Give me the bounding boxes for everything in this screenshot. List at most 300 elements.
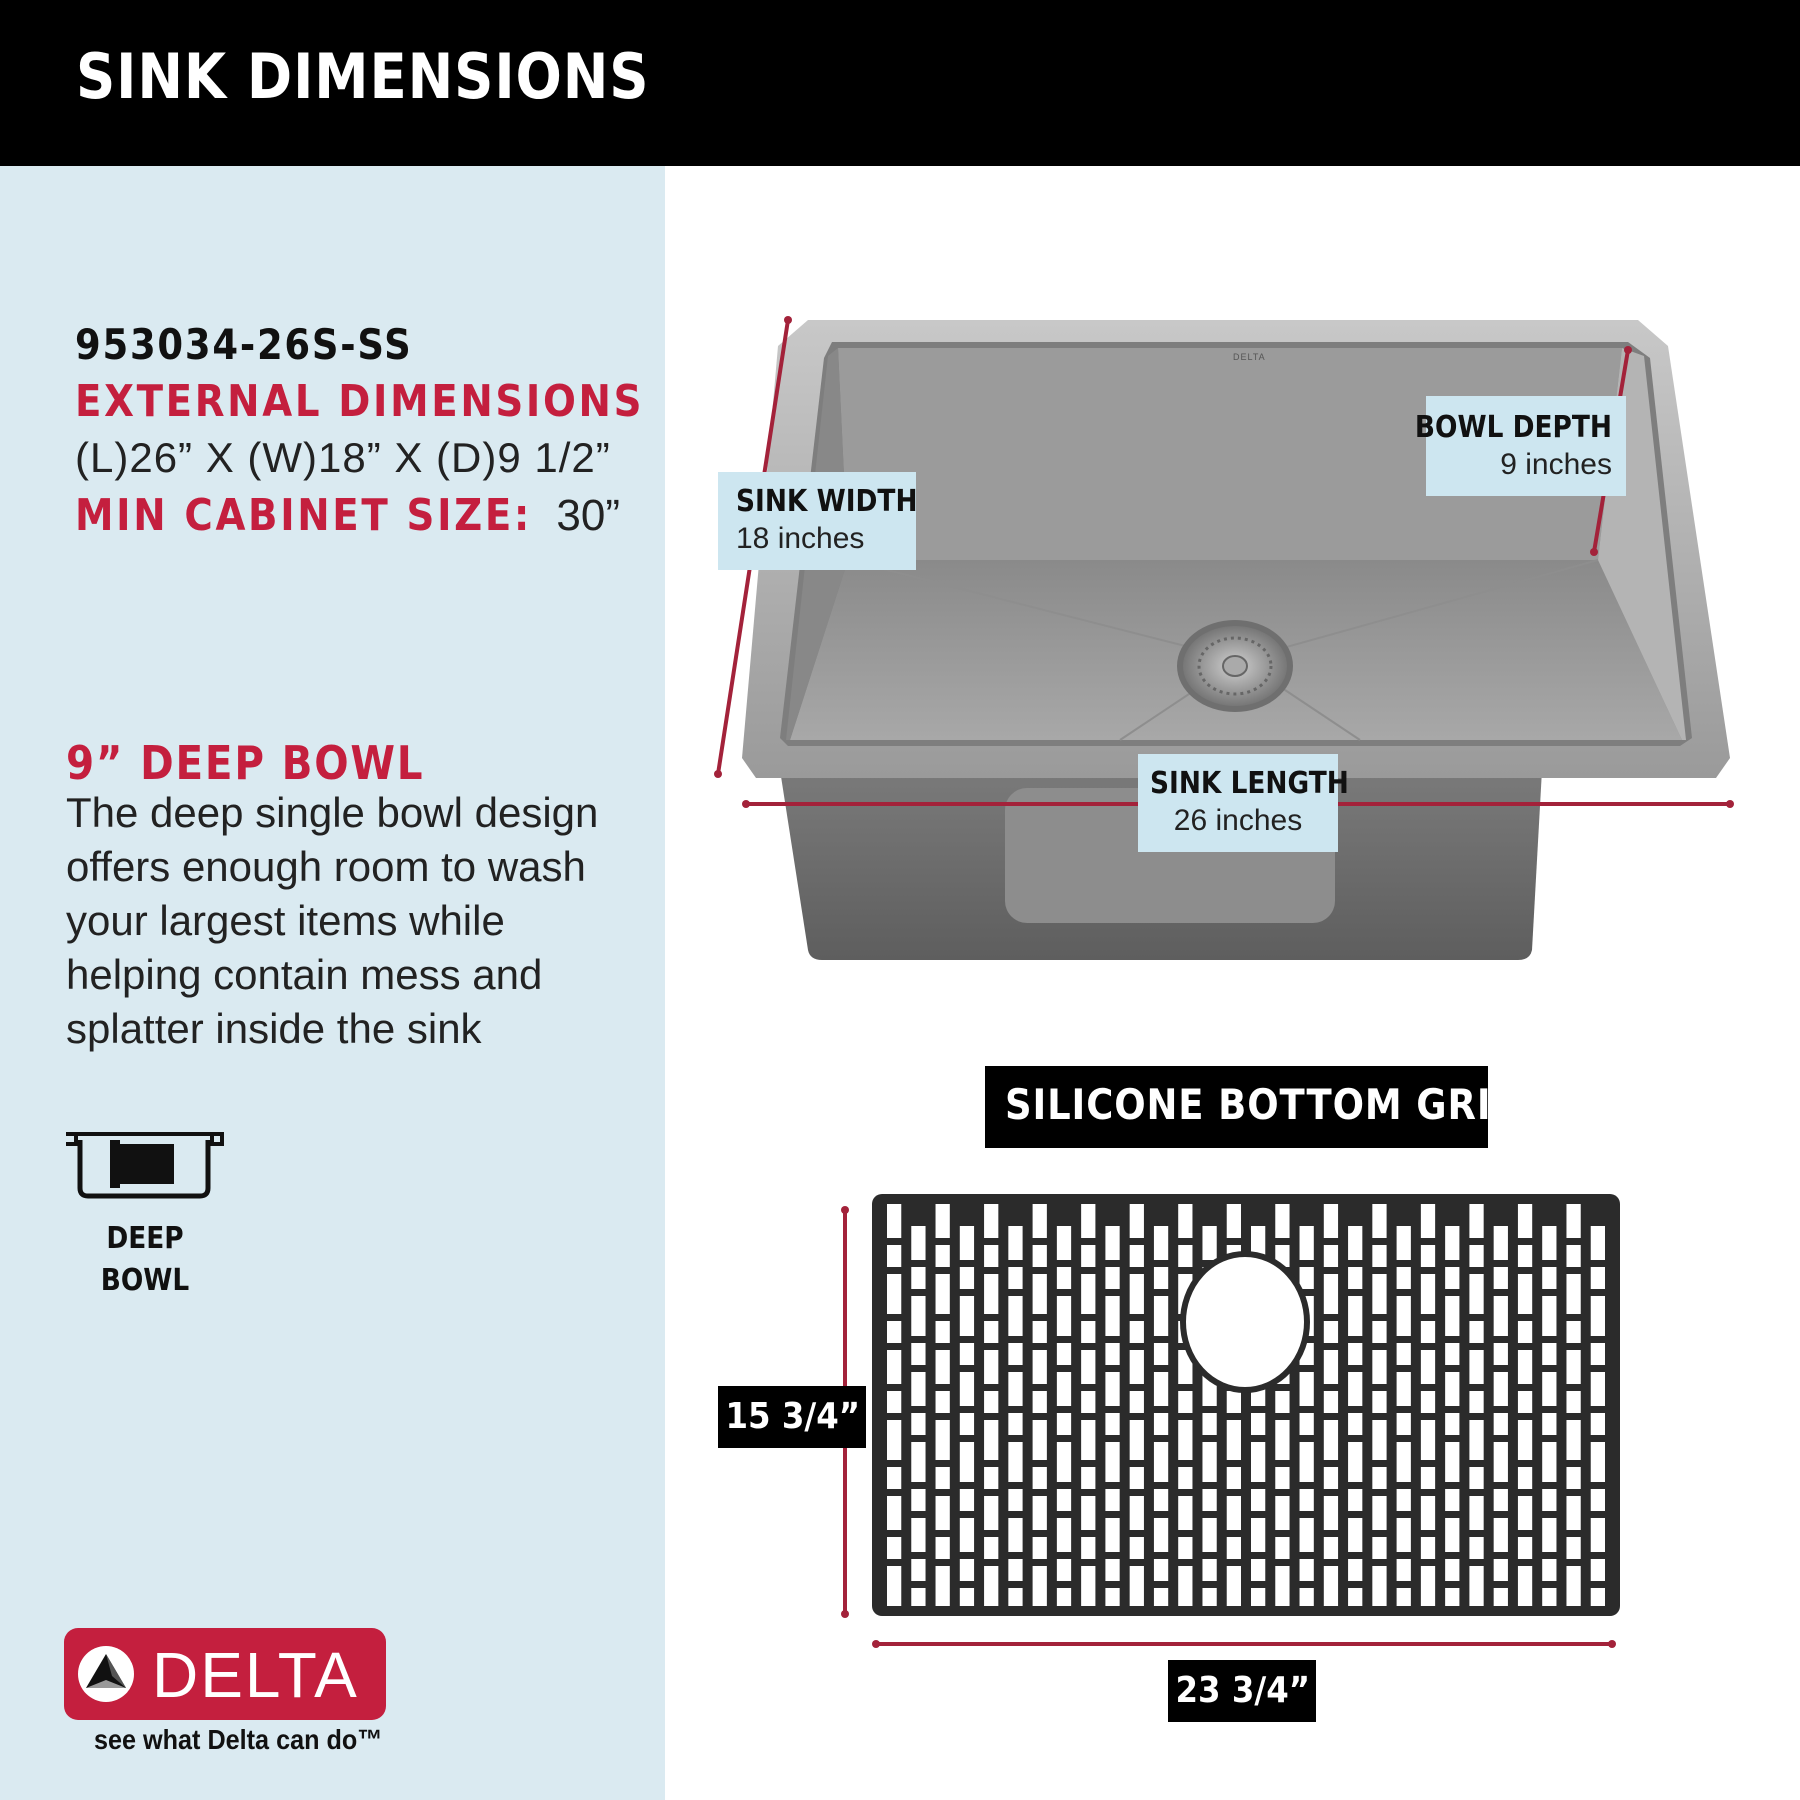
grid-slot — [1227, 1420, 1241, 1460]
grid-slot — [1057, 1226, 1071, 1260]
grid-slot — [1324, 1467, 1338, 1489]
grid-slot — [1033, 1350, 1047, 1384]
grid-slot — [1251, 1442, 1265, 1482]
grid-slot — [1275, 1537, 1289, 1559]
grid-slot — [1348, 1413, 1362, 1435]
grid-slot — [1397, 1226, 1411, 1260]
grid-slot — [1202, 1518, 1216, 1552]
grid-slot — [1421, 1391, 1435, 1413]
grid-slot — [1445, 1442, 1459, 1482]
grid-slot — [1275, 1467, 1289, 1489]
grid-slot — [1542, 1413, 1556, 1435]
grid-slot — [960, 1226, 974, 1260]
grid-slot — [911, 1442, 925, 1482]
grid-slot — [1421, 1420, 1435, 1460]
grid-slot — [1372, 1204, 1386, 1238]
grid-slot — [1518, 1496, 1532, 1530]
grid-slot — [1251, 1489, 1265, 1511]
dimension-endpoint — [1624, 346, 1632, 354]
dimension-endpoint — [742, 800, 750, 808]
grid-slot — [1130, 1274, 1144, 1314]
grid-slot — [1008, 1442, 1022, 1482]
grid-slot — [1397, 1372, 1411, 1406]
grid-slot — [1566, 1274, 1580, 1314]
grid-slot — [1372, 1537, 1386, 1559]
grid-slot — [1105, 1296, 1119, 1336]
grid-slot — [1081, 1321, 1095, 1343]
grid-slot — [1591, 1518, 1605, 1552]
grid-slot — [1469, 1274, 1483, 1314]
grid-slot — [1057, 1442, 1071, 1482]
dimension-endpoint — [714, 770, 722, 778]
grid-slot — [1130, 1204, 1144, 1238]
grid-slot — [1202, 1559, 1216, 1581]
grid-slot — [1081, 1350, 1095, 1384]
grid-slot — [1105, 1372, 1119, 1406]
grid-slot — [1178, 1204, 1192, 1238]
grid-slot — [1275, 1391, 1289, 1413]
grid-slot — [1566, 1350, 1580, 1384]
delta-wordmark: DELTA — [152, 1639, 359, 1711]
grid-slot — [1324, 1245, 1338, 1267]
grid-height-label-box — [718, 1386, 866, 1448]
grid-slot — [960, 1343, 974, 1365]
grid-slot — [1105, 1588, 1119, 1606]
grid-slot — [936, 1496, 950, 1530]
grid-slot — [1033, 1321, 1047, 1343]
grid-slot — [1081, 1420, 1095, 1460]
grid-slot — [1300, 1413, 1314, 1435]
grid-slot — [960, 1413, 974, 1435]
grid-slot — [1202, 1588, 1216, 1606]
grid-slot — [1324, 1566, 1338, 1606]
grid-slot — [1324, 1496, 1338, 1530]
grid-width-label: 23 3/4” — [1175, 1670, 1311, 1711]
grid-slot — [1494, 1296, 1508, 1336]
grid-slot — [1445, 1489, 1459, 1511]
grid-slot — [1566, 1204, 1580, 1238]
grid-slot — [1518, 1467, 1532, 1489]
grid-slot — [1081, 1566, 1095, 1606]
grid-slot — [1057, 1267, 1071, 1289]
grid-slot — [1421, 1204, 1435, 1238]
grid-slot — [1105, 1343, 1119, 1365]
grid-slot — [1348, 1226, 1362, 1260]
grid-slot — [1178, 1566, 1192, 1606]
grid-slot — [1033, 1467, 1047, 1489]
grid-slot — [911, 1226, 925, 1260]
grid-slot — [1445, 1518, 1459, 1552]
grid-slot — [1348, 1267, 1362, 1289]
grid-slot — [1421, 1350, 1435, 1384]
grid-slot — [1445, 1296, 1459, 1336]
grid-slot — [1397, 1588, 1411, 1606]
bowl-depth-label: BOWL DEPTH — [1414, 410, 1612, 445]
grid-slot — [1130, 1496, 1144, 1530]
grid-slot — [1494, 1442, 1508, 1482]
grid-slot — [1348, 1372, 1362, 1406]
grid-slot — [1130, 1566, 1144, 1606]
grid-slot — [1033, 1537, 1047, 1559]
grid-slot — [1105, 1226, 1119, 1260]
grid-slot — [1033, 1245, 1047, 1267]
grid-slot — [984, 1245, 998, 1267]
grid-slot — [1081, 1467, 1095, 1489]
grid-slot — [1348, 1518, 1362, 1552]
grid-slot — [1445, 1413, 1459, 1435]
grid-slot — [1008, 1588, 1022, 1606]
grid-slot — [1324, 1350, 1338, 1384]
brand-tagline: see what Delta can do™ — [94, 1724, 383, 1755]
grid-slot — [1542, 1489, 1556, 1511]
grid-slot — [1178, 1245, 1192, 1267]
grid-slot — [1008, 1343, 1022, 1365]
grid-slot — [1542, 1588, 1556, 1606]
grid-slot — [1591, 1442, 1605, 1482]
grid-slot — [1275, 1496, 1289, 1530]
grid-slot — [1542, 1226, 1556, 1260]
grid-slot — [1591, 1226, 1605, 1260]
grid-slot — [1566, 1420, 1580, 1460]
grid-slot — [1566, 1537, 1580, 1559]
grid-slot — [1033, 1274, 1047, 1314]
grid-slot — [1202, 1226, 1216, 1260]
grid-slot — [1081, 1537, 1095, 1559]
grid-slot — [887, 1467, 901, 1489]
grid-slot — [1542, 1267, 1556, 1289]
grid-slot — [1178, 1467, 1192, 1489]
grid-slot — [1591, 1267, 1605, 1289]
grid-slot — [1591, 1296, 1605, 1336]
grid-slot — [1324, 1274, 1338, 1314]
grid-slot — [1324, 1204, 1338, 1238]
grid-slot — [1033, 1391, 1047, 1413]
grid-slot — [1154, 1413, 1168, 1435]
grid-slot — [1372, 1391, 1386, 1413]
sink-length-callout — [1138, 754, 1349, 852]
grid-title: SILICONE BOTTOM GRID — [1005, 1080, 1524, 1129]
grid-slot — [1518, 1204, 1532, 1238]
grid-width-label-box — [1168, 1660, 1316, 1722]
grid-slot — [936, 1467, 950, 1489]
grid-slot — [1275, 1204, 1289, 1238]
grid-slot — [1372, 1566, 1386, 1606]
grid-slot — [887, 1566, 901, 1606]
deep-bowl-label — [88, 1218, 202, 1302]
grid-slot — [1445, 1559, 1459, 1581]
bowl-depth-value: 9 inches — [1500, 448, 1612, 481]
grid-slot — [936, 1350, 950, 1384]
grid-slot — [1494, 1559, 1508, 1581]
grid-slot — [1494, 1372, 1508, 1406]
grid-slot — [1008, 1413, 1022, 1435]
grid-slot — [1421, 1467, 1435, 1489]
grid-slot — [1469, 1350, 1483, 1384]
grid-slot — [1324, 1321, 1338, 1343]
grid-slot — [1154, 1372, 1168, 1406]
grid-slot — [1008, 1226, 1022, 1260]
grid-slot — [1008, 1267, 1022, 1289]
grid-slot — [1057, 1343, 1071, 1365]
grid-title-box — [985, 1066, 1524, 1148]
grid-slot — [1057, 1518, 1071, 1552]
grid-slot — [1130, 1537, 1144, 1559]
grid-slot — [960, 1442, 974, 1482]
grid-slot — [1372, 1245, 1386, 1267]
grid-slot — [1008, 1489, 1022, 1511]
deep-bowl-label-line1: DEEP — [106, 1221, 184, 1256]
grid-slot — [1566, 1245, 1580, 1267]
grid-slot — [1178, 1420, 1192, 1460]
grid-slot — [1566, 1321, 1580, 1343]
grid-slot — [1518, 1245, 1532, 1267]
grid-slot — [1372, 1420, 1386, 1460]
grid-slot — [1372, 1350, 1386, 1384]
grid-slot — [1033, 1420, 1047, 1460]
grid-slot — [984, 1321, 998, 1343]
grid-slot — [1494, 1267, 1508, 1289]
grid-slot — [1300, 1588, 1314, 1606]
grid-slot — [887, 1350, 901, 1384]
grid-slot — [1057, 1296, 1071, 1336]
grid-slot — [1469, 1566, 1483, 1606]
grid-slot — [1202, 1442, 1216, 1482]
grid-slot — [1445, 1372, 1459, 1406]
grid-slot — [911, 1413, 925, 1435]
sink-length-value: 26 inches — [1173, 804, 1303, 837]
grid-slot — [1372, 1496, 1386, 1530]
grid-slot — [1008, 1372, 1022, 1406]
bowl-depth-callout — [1414, 396, 1626, 496]
grid-slot — [1591, 1343, 1605, 1365]
grid-slot — [1421, 1496, 1435, 1530]
dimension-endpoint — [1608, 1640, 1616, 1648]
grid-slot — [1081, 1496, 1095, 1530]
grid-slot — [1518, 1321, 1532, 1343]
grid-slot — [1348, 1588, 1362, 1606]
grid-slot — [1251, 1588, 1265, 1606]
grid-slot — [1178, 1391, 1192, 1413]
sink-brand-stamp: DELTA — [1233, 352, 1266, 362]
grid-drain-hole — [1183, 1254, 1307, 1390]
grid-slot — [911, 1343, 925, 1365]
grid-slot — [1348, 1343, 1362, 1365]
grid-slot — [1469, 1420, 1483, 1460]
grid-slot — [911, 1559, 925, 1581]
grid-slot — [1566, 1467, 1580, 1489]
grid-slot — [1154, 1296, 1168, 1336]
grid-slot — [1494, 1588, 1508, 1606]
grid-slot — [1469, 1204, 1483, 1238]
grid-slot — [1469, 1496, 1483, 1530]
grid-slot — [911, 1518, 925, 1552]
dimension-endpoint — [841, 1610, 849, 1618]
grid-slot — [1397, 1559, 1411, 1581]
grid-slot — [1397, 1267, 1411, 1289]
grid-slot — [1057, 1372, 1071, 1406]
grid-slot — [1227, 1467, 1241, 1489]
grid-slot — [1469, 1391, 1483, 1413]
dimension-endpoint — [1590, 548, 1598, 556]
grid-slot — [1275, 1420, 1289, 1460]
grid-slot — [1469, 1537, 1483, 1559]
grid-slot — [1421, 1321, 1435, 1343]
grid-slot — [1542, 1442, 1556, 1482]
grid-slot — [936, 1245, 950, 1267]
grid-slot — [1130, 1391, 1144, 1413]
grid-slot — [1275, 1566, 1289, 1606]
dimension-endpoint — [1726, 800, 1734, 808]
grid-slot — [911, 1588, 925, 1606]
grid-slot — [1372, 1321, 1386, 1343]
grid-slot — [1494, 1413, 1508, 1435]
grid-slot — [1154, 1343, 1168, 1365]
dimension-endpoint — [784, 316, 792, 324]
grid-slot — [1081, 1274, 1095, 1314]
grid-slot — [1397, 1343, 1411, 1365]
grid-slot — [1081, 1204, 1095, 1238]
grid-slot — [887, 1245, 901, 1267]
grid-slot — [1154, 1489, 1168, 1511]
grid-slot — [1397, 1489, 1411, 1511]
grid-slot — [887, 1274, 901, 1314]
grid-slot — [984, 1566, 998, 1606]
grid-slot — [1227, 1391, 1241, 1413]
grid-slot — [1397, 1296, 1411, 1336]
delta-logo — [64, 1628, 386, 1720]
deep-bowl-label-line2: BOWL — [100, 1263, 190, 1298]
grid-slot — [1421, 1537, 1435, 1559]
grid-slot — [984, 1537, 998, 1559]
grid-slot — [1033, 1496, 1047, 1530]
grid-slot — [984, 1391, 998, 1413]
grid-slot — [1494, 1343, 1508, 1365]
grid-slot — [1348, 1442, 1362, 1482]
grid-slot — [936, 1566, 950, 1606]
grid-slot — [1227, 1496, 1241, 1530]
grid-slot — [887, 1204, 901, 1238]
drain-knob — [1223, 656, 1247, 676]
min-cabinet-value: 30” — [556, 491, 620, 540]
grid-slot — [936, 1204, 950, 1238]
grid-slot — [1300, 1442, 1314, 1482]
grid-slot — [1469, 1245, 1483, 1267]
grid-slot — [1251, 1559, 1265, 1581]
grid-slot — [1469, 1321, 1483, 1343]
grid-slot — [984, 1467, 998, 1489]
grid-slot — [984, 1274, 998, 1314]
grid-slot — [1591, 1588, 1605, 1606]
grid-slot — [1566, 1566, 1580, 1606]
grid-slot — [1300, 1372, 1314, 1406]
grid-slot — [1227, 1566, 1241, 1606]
grid-slot — [1542, 1518, 1556, 1552]
grid-slot — [1251, 1413, 1265, 1435]
grid-slot — [1202, 1413, 1216, 1435]
grid-slot — [1421, 1245, 1435, 1267]
grid-slot — [1445, 1267, 1459, 1289]
grid-slot — [1227, 1537, 1241, 1559]
grid-slot — [984, 1350, 998, 1384]
grid-slot — [1130, 1350, 1144, 1384]
grid-slot — [1372, 1467, 1386, 1489]
delta-triangle-icon — [76, 1644, 136, 1704]
grid-height-label: 15 3/4” — [725, 1396, 861, 1437]
grid-slot — [887, 1496, 901, 1530]
grid-slot — [1081, 1391, 1095, 1413]
grid-slot — [960, 1296, 974, 1336]
grid-slot — [1057, 1559, 1071, 1581]
grid-slot — [1494, 1489, 1508, 1511]
grid-slot — [1008, 1559, 1022, 1581]
grid-slot — [1154, 1559, 1168, 1581]
grid-slot — [960, 1559, 974, 1581]
grid-slot — [1057, 1413, 1071, 1435]
grid-slot — [1057, 1588, 1071, 1606]
grid-slot — [911, 1267, 925, 1289]
grid-slot — [1105, 1442, 1119, 1482]
grid-slot — [1542, 1343, 1556, 1365]
grid-slot — [1105, 1267, 1119, 1289]
grid-slot — [1591, 1489, 1605, 1511]
grid-slot — [1469, 1467, 1483, 1489]
grid-slot — [1397, 1518, 1411, 1552]
grid-slot — [1300, 1226, 1314, 1260]
grid-slot — [1081, 1245, 1095, 1267]
grid-slot — [1154, 1518, 1168, 1552]
grid-slot — [936, 1321, 950, 1343]
grid-slot — [1033, 1566, 1047, 1606]
external-dimensions-value: (L)26” X (W)18” X (D)9 1/2” — [75, 434, 611, 481]
grid-slot — [960, 1372, 974, 1406]
grid-slot — [1542, 1559, 1556, 1581]
grid-slot — [887, 1391, 901, 1413]
grid-slot — [1154, 1226, 1168, 1260]
grid-slot — [1348, 1296, 1362, 1336]
grid-slot — [1202, 1489, 1216, 1511]
grid-slot — [1421, 1274, 1435, 1314]
header-bar — [0, 0, 1800, 166]
grid-slot — [1008, 1518, 1022, 1552]
grid-slot — [1324, 1391, 1338, 1413]
grid-slot — [960, 1518, 974, 1552]
grid-slot — [1542, 1372, 1556, 1406]
grid-slot — [1348, 1489, 1362, 1511]
grid-slot — [1033, 1204, 1047, 1238]
grid-slot — [1300, 1489, 1314, 1511]
grid-slot — [911, 1489, 925, 1511]
model-number: 953034-26S-SS — [75, 320, 413, 369]
grid-slot — [1105, 1518, 1119, 1552]
grid-slot — [936, 1274, 950, 1314]
grid-slot — [1130, 1467, 1144, 1489]
grid-slot — [960, 1489, 974, 1511]
grid-slot — [1566, 1391, 1580, 1413]
grid-slot — [1518, 1274, 1532, 1314]
min-cabinet-label: MIN CABINET SIZE: — [75, 490, 533, 541]
grid-slot — [936, 1537, 950, 1559]
grid-slot — [1518, 1566, 1532, 1606]
dimension-endpoint — [841, 1206, 849, 1214]
sink-width-value: 18 inches — [736, 522, 865, 555]
grid-slot — [887, 1537, 901, 1559]
grid-slot — [1105, 1413, 1119, 1435]
grid-slot — [984, 1420, 998, 1460]
grid-slot — [1130, 1245, 1144, 1267]
grid-slot — [1178, 1537, 1192, 1559]
grid-slot — [1130, 1321, 1144, 1343]
external-dimensions-title: EXTERNAL DIMENSIONS — [75, 376, 645, 427]
